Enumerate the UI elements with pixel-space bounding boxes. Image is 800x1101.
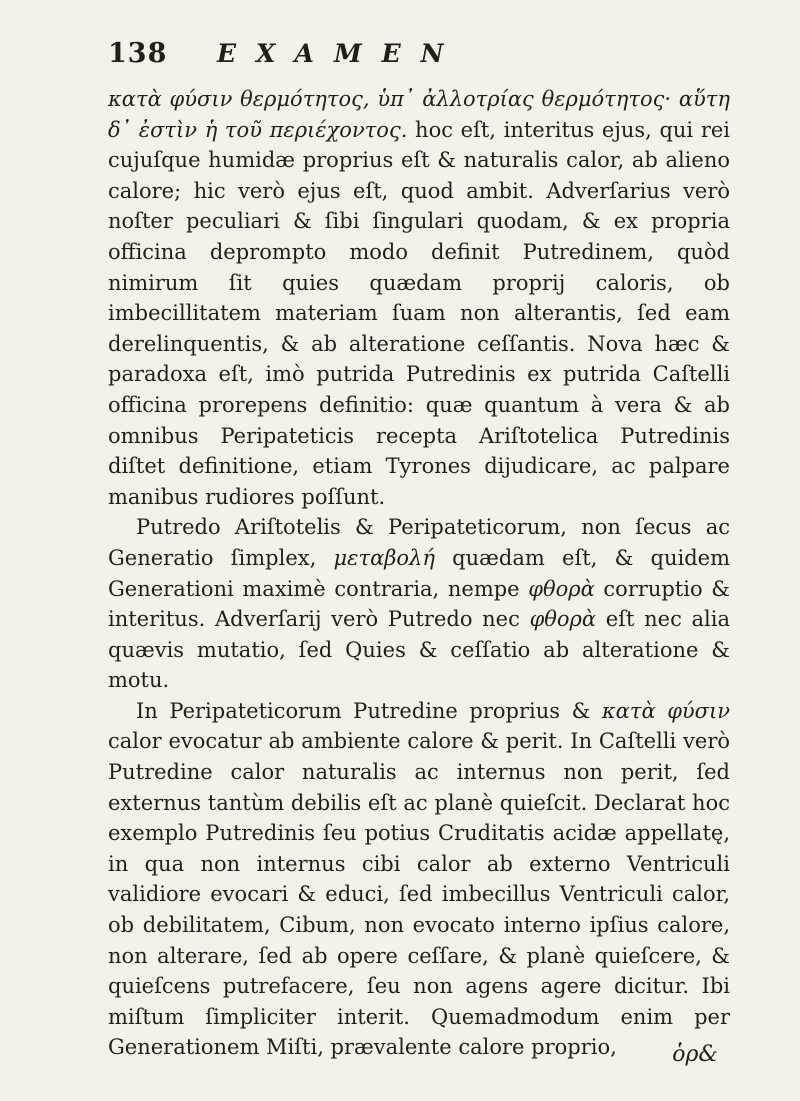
- latin-text: corruptio & interitus. Adverſarij verò Putredo nec: [108, 576, 730, 632]
- latin-text: Putredo Ariſtotelis & Peripateticorum, non ſecus ac Generatio ſimplex,: [108, 515, 730, 570]
- greek-text: φθορὰ: [529, 607, 597, 632]
- page-header: [108, 38, 730, 78]
- page-number: 138: [108, 38, 168, 69]
- greek-text: μεταβολή: [333, 545, 435, 570]
- paragraph: [108, 84, 730, 512]
- latin-text: quædam eſt, & quidem Generationi maximè contraria, nempe: [108, 545, 730, 601]
- greek-text: κατὰ φύσιν θερμότητος, ὑπ᾽ ἀλλοτρίας θερμότητος· αὕτη δ᾽ ἐστὶν ἡ τοῦ περιέχοντος.: [108, 87, 730, 142]
- latin-text: hoc eſt, interitus ejus, qui rei cujuſque humidæ proprius eſt & naturalis calor, ab alieno calore; hic verò ejus eſt, quod ambit. Adverſarius verò noſter peculiari & ſibi ſingulari quodam, & ex propria officina deprompto modo definit Putredinem, quòd nimirum ſit quies quædam proprij caloris, ob imbecillitatem materiam ſuam non alterantis, ſed eam derelinquentis, & ab alteratione ceſſantis. Nova hæc & paradoxa eſt, imò putrida Putredinis ex putrida Caſtelli officina prorepens definitio: quæ quantum à vera & ab omnibus Peripateticis recepta Ariſtotelica Putredinis diſtet definitione, etiam Tyrones dijudicare, ac palpare manibus rudiores poſſunt.: [108, 117, 730, 509]
- latin-text: eſt nec alia quævis mutatio, ſed Quies & ceſſatio ab alteratione & motu.: [108, 607, 730, 693]
- running-head: EXAMEN: [217, 39, 464, 68]
- body-text: [108, 84, 730, 1063]
- greek-text: φθορὰ: [528, 576, 595, 601]
- catchword: ὁρ&: [672, 1042, 718, 1067]
- latin-text: calor evocatur ab ambiente calore & perit. In Caſtelli verò Putredine calor naturalis ac internus non perit, ſed externus tantùm debilis eſt ac planè quieſcit. Declarat hoc exemplo Putredinis ſeu potius Cruditatis acidæ appellatę, in qua non internus cibi calor ab externo Ventriculi validiore evocari & educi, ſed imbecillus Ventriculi calor, ob debilitatem, Cibum, non evocato interno ipſius calore, non alterare, ſed ab opere ceſſare, & planè quieſcere, & quieſcens putrefacere, ſeu non agens agere dicitur. Ibi miſtum ſimpliciter interit. Quemadmodum enim per Generationem Miſti, prævalente calore proprio,: [108, 729, 730, 1060]
- greek-text: κατὰ φύσιν: [601, 698, 730, 723]
- paragraph: [108, 696, 730, 1063]
- latin-text: In Peripateticorum Putredine proprius &: [136, 698, 602, 723]
- paragraph: [108, 512, 730, 696]
